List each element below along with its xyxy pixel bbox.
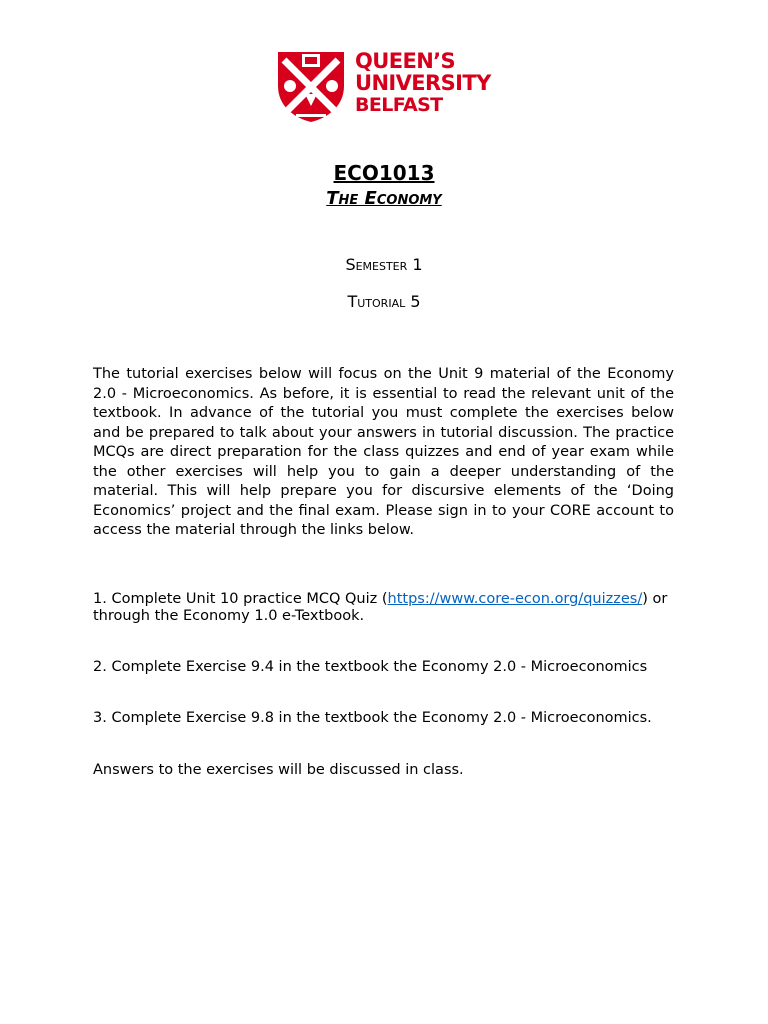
exercise-item-1 — [93, 591, 674, 625]
logo-line-queens: QUEEN’S — [355, 49, 456, 73]
semester-label: Semester 1 — [345, 255, 423, 274]
exercise-item-2: 2. Complete Exercise 9.4 in the textbook the Economy 2.0 - Microeconomics — [93, 659, 648, 675]
intro-paragraph: The tutorial exercises below will focus on the Unit 9 material of the Economy 2.0 - Microeconomics. As before, it is essential to read the relevant unit of the textbook. In advance of the tutorial you must complete the exercises below and be prepared to talk about your answers in tutorial discussion. The practice MCQs are direct preparation for the class quizzes and end of year exam while the other exercises will help you to gain a deeper understanding of the material. This will help prepare you for discursive elements of the ‘Doing Economics’ project and the final exam. Please sign in to your CORE account to access the material through the links below. — [93, 366, 674, 538]
course-title: The Economy — [326, 188, 442, 209]
course-code: ECO1013 — [333, 161, 435, 185]
tutorial-label: Tutorial 5 — [347, 292, 421, 311]
quizzes-link[interactable]: https://www.core-econ.org/quizzes/ — [387, 591, 643, 607]
logo-line-university: UNIVERSITY — [355, 71, 491, 95]
closing-note: Answers to the exercises will be discussed in class. — [93, 762, 464, 778]
exercise-item-1-text-after: ) or through the Economy 1.0 e-Textbook. — [93, 591, 668, 624]
exercise-item-3: 3. Complete Exercise 9.8 in the textbook the Economy 2.0 - Microeconomics. — [93, 710, 652, 726]
exercise-item-1-text-before: 1. Complete Unit 10 practice MCQ Quiz ( — [93, 591, 388, 607]
university-crest-icon — [276, 50, 346, 124]
logo-line-belfast: BELFAST — [355, 94, 443, 116]
university-logo — [276, 50, 492, 124]
